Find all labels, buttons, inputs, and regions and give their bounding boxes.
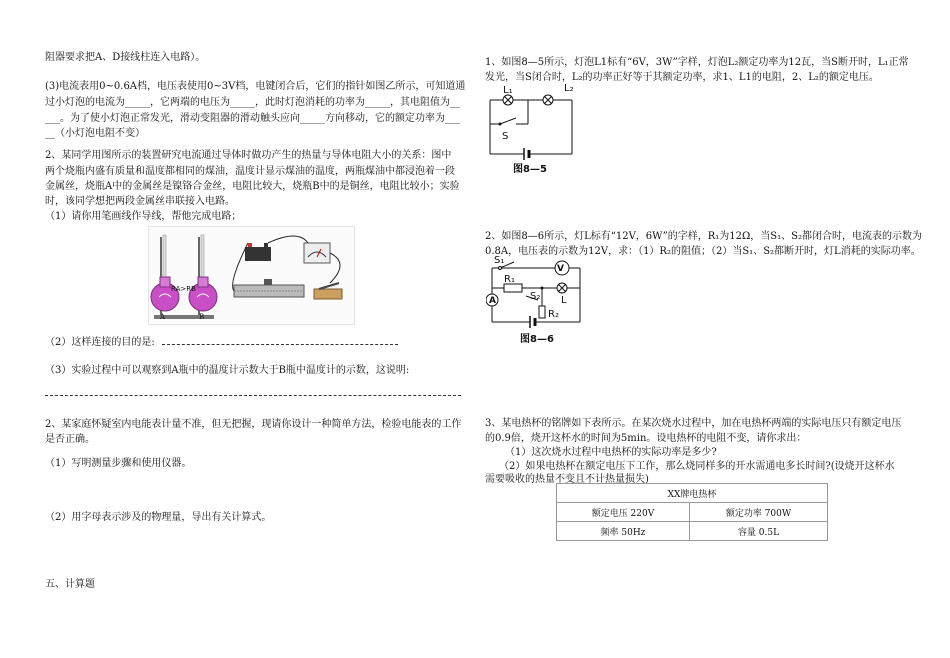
problem-3-sub-1: （1）写明测量步骤和使用仪器。 [45,458,192,469]
calc-3-line: 的0.9倍，烧开这杯水的时间为5min。设电热杯的电阻不变，请你求出： [485,433,807,444]
resistor-r2-label: R₂ [548,309,559,320]
answer-line [45,395,461,396]
table-cell: 频率 50Hz [557,522,690,541]
text-line: 阻器要求把A、D接线柱连入电路）。 [45,52,206,63]
nameplate-table [556,483,828,541]
flask-b-label: B [199,313,205,321]
table-cell: 额定电压 220V [557,503,690,522]
lamp-l2-label: L₂ [564,83,574,94]
flask-a-label: A [160,313,166,321]
calc-1-line: 发光，当S闭合时，L₂的功率正好等于其额定功率，求1、L1的电阻，2、L₂的额定电压。 [485,72,879,83]
problem-2-line: 两个烧瓶内盛有质量和温度都相同的煤油，温度计显示煤油的温度，两瓶煤油中都浸泡着一段 [45,166,455,177]
answer-line [162,344,398,345]
problem-2-line: 金属丝，烧瓶A中的金属丝是镍铬合金丝，电阻比较大，烧瓶B中的是铜丝，电阻比较小；实验 [45,181,460,192]
calc-2-line: 0.8A，电压表的示数为12V，求：（1）R₂的阻值；（2）当S₁、S₂都断开时，灯L消耗的实际功率。 [485,246,921,257]
lamp-l1-label: L₁ [503,85,513,96]
question-3-line: __（小灯泡电阻不变） [45,128,145,139]
problem-2-line: 2、某同学用图所示的装置研究电流通过导体时做功产生的热量与导体电阻大小的关系：图中 [45,150,452,161]
table-row [557,503,828,522]
switch-s2-label: S₂ [530,291,541,302]
calc-1-line: 1、如图8—5所示，灯泡L1标有“6V，3W”字样，灯泡L₂额定功率为12瓦，当S断开时，L₁正常 [485,57,909,68]
apparatus-photo [148,226,355,325]
table-row [557,522,828,541]
apparatus-illustration [149,227,354,324]
problem-2-line: 时，该同学想把两段金属丝串联接入电路。 [45,196,235,207]
voltmeter-label: V [557,264,564,274]
resistance-relation-label: RA>RB [171,285,196,293]
switch-s1-label: S₁ [494,255,505,266]
problem-2-sub-3: （3）实验过程中可以观察到A瓶中的温度计示数大于B瓶中温度计的示数，这说明: [45,365,410,376]
figure-caption: 图8—5 [513,164,547,175]
circuit-figure-8-5 [486,86,576,164]
question-3-line: (3)电流表用0~0.6A档，电压表使用0~3V档，电键闭合后，它们的指针如图乙所示，可知道通 [45,81,466,92]
calc-3-sub-2: （2）如果电热杯在额定电压下工作，那么烧同样多的开水需通电多长时间?(设烧开这杯水 [499,461,895,472]
question-3-line: 过小灯泡的电流为_____，它两端的电压为_____，此时灯泡消耗的功率为_____，其电阻值为__ [45,97,460,108]
calc-3-sub-2: 需要吸收的热量不变且不计热量损失) [485,474,649,485]
lamp-l-label: L [561,295,567,306]
problem-3-line: 2、某家庭怀疑室内电能表计量不准，但无把握，现请你设计一种简单方法，检验电能表的工作 [45,419,462,430]
problem-2-sub-1: （1）请你用笔画线作导线，帮他完成电路； [45,211,242,222]
table-cell: 容量 0.5L [689,522,827,541]
problem-2-sub-2: （2）这样连接的目的是: [45,337,155,348]
section-heading: 五、计算题 [45,579,95,590]
problem-3-sub-2: （2）用字母表示涉及的物理量，导出有关计算式。 [45,512,272,523]
switch-s-label: S [502,131,509,142]
table-title: XX牌电热杯 [557,484,828,503]
calc-3-sub-1: （1）这次烧水过程中电热杯的实际功率是多少? [505,447,717,458]
problem-3-line: 是否正确。 [45,434,95,445]
table-row [557,484,828,503]
question-3-line: ___。为了使小灯泡正常发光，滑动变阻器的滑动触头应向_____方向移动，它的额定功率为___ [45,113,460,124]
ammeter-label: A [489,296,496,306]
calc-2-line: 2、如图8—6所示，灯L标有“12V，6W”的字样，R₁为12Ω，当S₁、S₂都闭合时，电流表的示数为 [485,231,922,242]
resistor-r1-label: R₁ [504,274,515,285]
table-cell: 额定功率 700W [689,503,827,522]
calc-3-line: 3、某电热杯的铭牌如下表所示。在某次烧水过程中，加在电热杯两端的实际电压只有额定电压 [485,418,902,429]
figure-caption: 图8—6 [520,334,554,345]
